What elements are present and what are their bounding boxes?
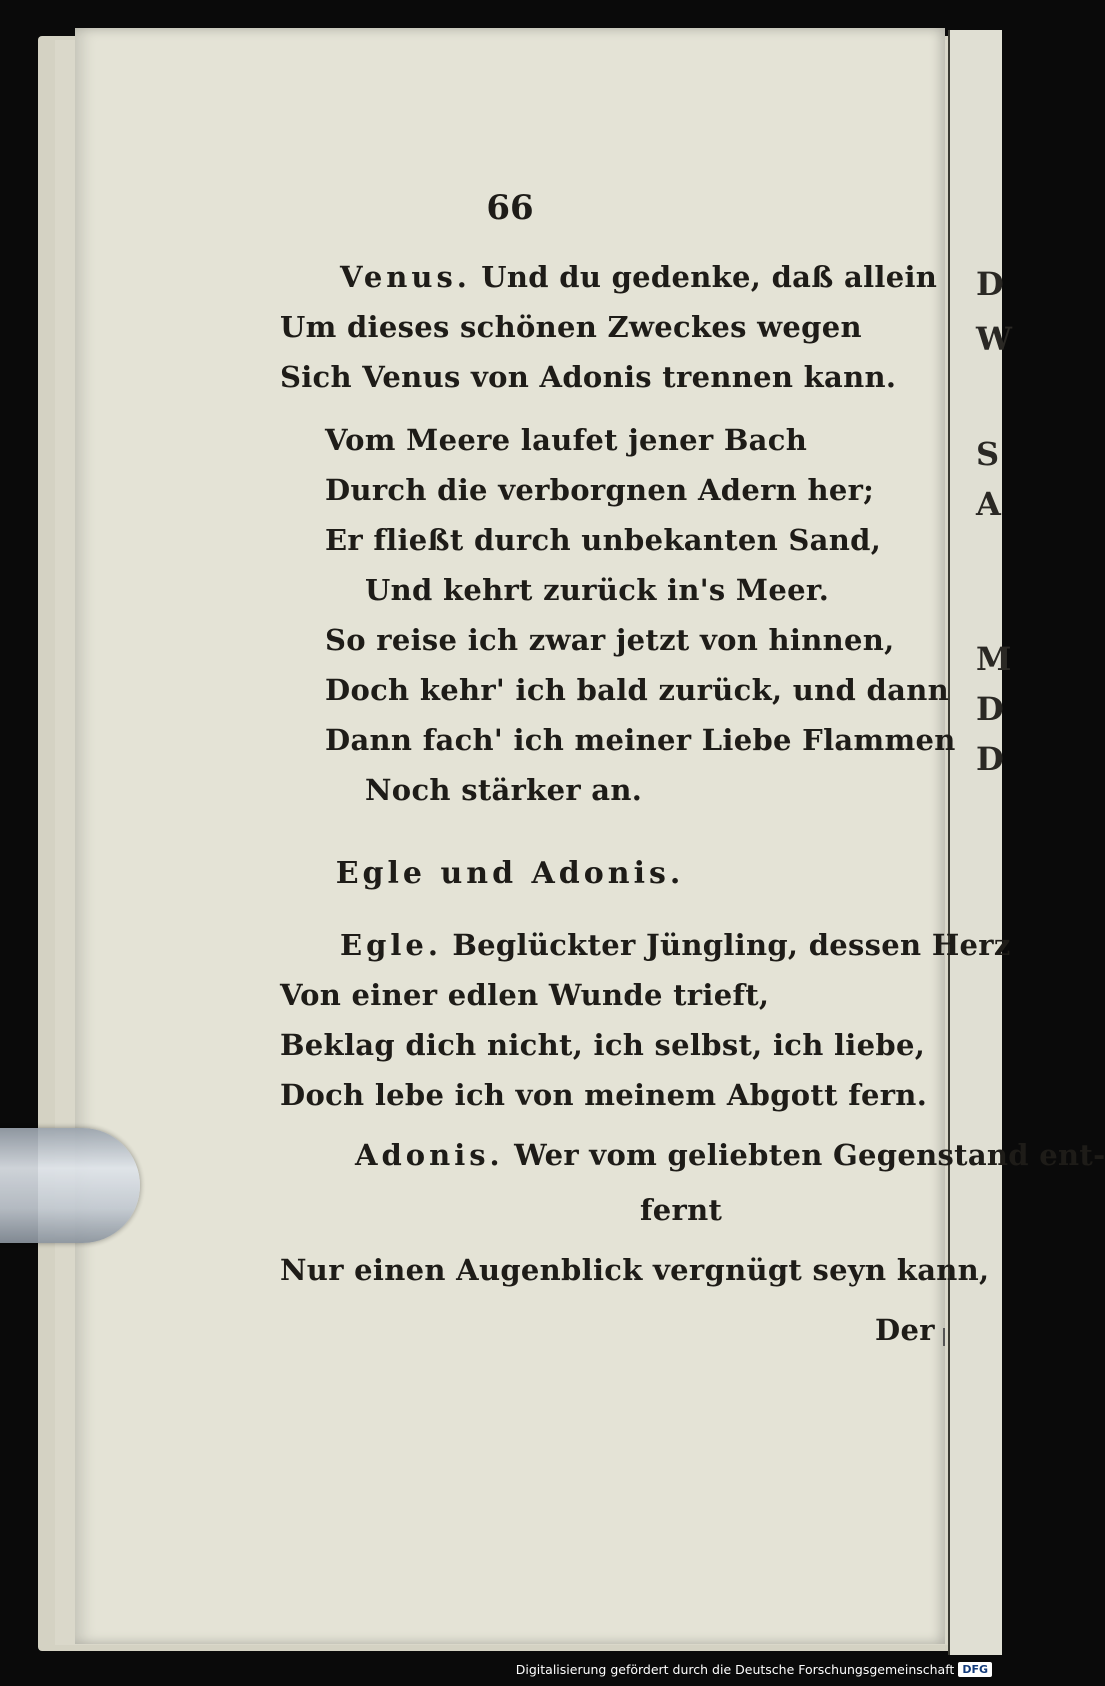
adjacent-page-letter: W xyxy=(976,320,1012,358)
page-number: 66 xyxy=(486,188,534,228)
section-heading: Egle und Adonis. xyxy=(335,856,685,891)
verse-line: Durch die verborgnen Adern her; xyxy=(325,473,875,507)
page-mark xyxy=(943,1328,945,1346)
adjacent-page xyxy=(948,30,1012,1655)
verse-text: Wer vom geliebten Gegenstand ent- xyxy=(514,1138,1105,1172)
speaker-name: Venus. xyxy=(340,260,471,294)
verse-line: Noch stärker an. xyxy=(365,773,643,807)
adjacent-page-letter: D xyxy=(976,690,1004,728)
verse-line: Um dieses schönen Zweckes wegen xyxy=(280,310,862,344)
dfg-logo: DFG xyxy=(958,1662,992,1677)
adjacent-page-letter: D xyxy=(976,740,1004,778)
verse-line: Und kehrt zurück in's Meer. xyxy=(365,573,830,607)
footer-credit xyxy=(516,1656,992,1682)
book-page xyxy=(75,28,1105,1644)
verse-line: Doch kehr' ich bald zurück, und dann xyxy=(325,673,949,707)
verse-text: Und du gedenke, daß allein xyxy=(481,260,938,294)
verse-line xyxy=(340,928,1011,962)
catchword: Der xyxy=(875,1313,935,1347)
verse-line: So reise ich zwar jetzt von hinnen, xyxy=(325,623,895,657)
verse-line: Doch lebe ich von meinem Abgott fern. xyxy=(280,1078,928,1112)
verse-line: Vom Meere laufet jener Bach xyxy=(325,423,808,457)
adjacent-page-letter: M xyxy=(976,640,1012,678)
verse-line: fernt xyxy=(640,1193,723,1227)
footer-text: Digitalisierung gefördert durch die Deutsche Forschungsgemeinschaft xyxy=(515,1661,955,1677)
speaker-name: Egle. xyxy=(340,928,442,962)
adjacent-page-letter: D xyxy=(976,265,1004,303)
verse-line xyxy=(355,1138,1105,1172)
adjacent-page-letter: S xyxy=(976,435,1000,473)
speaker-name: Adonis. xyxy=(355,1138,504,1172)
verse-line: Von einer edlen Wunde trieft, xyxy=(280,978,770,1012)
verse-line: Er fließt durch unbekanten Sand, xyxy=(325,523,882,557)
adjacent-page-letter: A xyxy=(976,485,1001,523)
verse-line: Sich Venus von Adonis trennen kann. xyxy=(280,360,897,394)
verse-line: Beklag dich nicht, ich selbst, ich liebe, xyxy=(280,1028,926,1062)
verse-text: Beglückter Jüngling, dessen Herz xyxy=(452,928,1011,962)
verse-line: Dann fach' ich meiner Liebe Flammen xyxy=(325,723,956,757)
thumb-holding-page xyxy=(0,1128,140,1243)
verse-line: Nur einen Augenblick vergnügt seyn kann, xyxy=(280,1253,990,1287)
verse-line xyxy=(340,260,937,294)
